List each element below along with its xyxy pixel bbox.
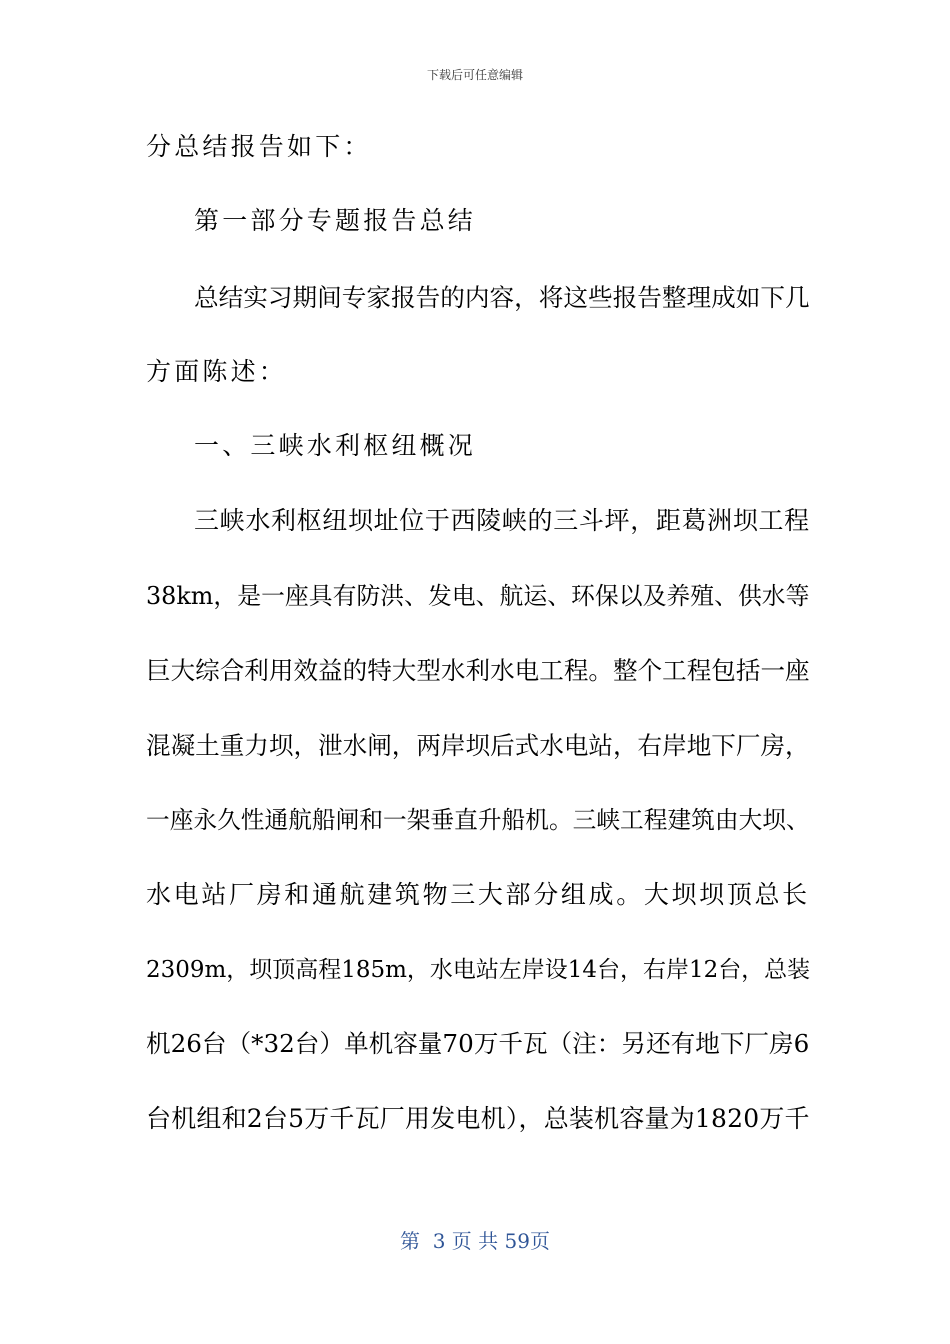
body-line: 巨大综合利用效益的特大型水利水电工程。整个工程包括一座 xyxy=(146,656,810,685)
section-heading: 第一部分专题报告总结 xyxy=(194,206,477,235)
body-line: 总结实习期间专家报告的内容，将这些报告整理成如下几 xyxy=(194,283,810,312)
body-line: 方面陈述： xyxy=(146,357,288,386)
body-line: 2309m，坝顶高程185m，水电站左岸设14台，右岸12台，总装 xyxy=(146,957,811,983)
body-line: 机26台（*32台）单机容量70万千瓦（注：另还有地下厂房6 xyxy=(146,1029,810,1058)
body-line: 台机组和2台5万千瓦厂用发电机），总装机容量为1820万千 xyxy=(146,1104,810,1133)
subsection-heading: 一、三峡水利枢纽概况 xyxy=(194,431,477,460)
body-line: 水电站厂房和通航建筑物三大部分组成。大坝坝顶总长 xyxy=(146,880,810,909)
body-line: 38km，是一座具有防洪、发电、航运、环保以及养殖、供水等 xyxy=(146,582,810,610)
body-line: 混凝土重力坝，泄水闸，两岸坝后式水电站，右岸地下厂房， xyxy=(146,731,810,760)
page-number-footer: 第 3 页 共 59页 xyxy=(400,1229,550,1253)
body-line: 分总结报告如下： xyxy=(146,132,372,161)
body-line: 一座永久性通航船闸和一架垂直升船机。三峡工程建筑由大坝、 xyxy=(146,806,810,834)
page-header: 下载后可任意编辑 xyxy=(426,68,523,82)
body-line: 三峡水利枢纽坝址位于西陵峡的三斗坪，距葛洲坝工程 xyxy=(194,506,810,535)
